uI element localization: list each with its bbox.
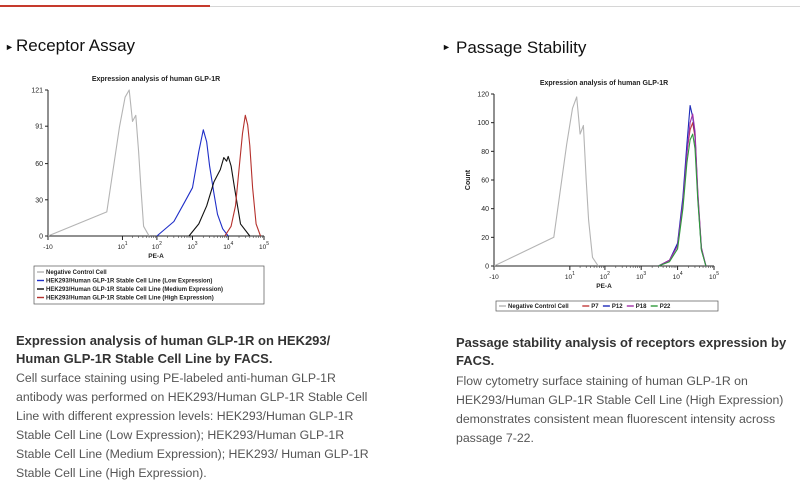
x-tick-label: $10^1$ — [117, 241, 128, 251]
x-tick-label: $10^5$ — [258, 241, 270, 251]
y-tick-label: 60 — [481, 177, 489, 185]
legend-label: Negative Control Cell — [508, 304, 569, 311]
x-tick-label: $10^1$ — [564, 271, 575, 281]
x-tick-label: $10^5$ — [708, 271, 720, 281]
y-tick-label: 80 — [481, 148, 489, 156]
x-tick-exponent: 3 — [643, 271, 647, 277]
series-line — [225, 115, 261, 236]
legend-label: HEK293/Human GLP-1R Stable Cell Line (High Expression) — [46, 295, 214, 302]
y-tick-label: 120 — [477, 91, 489, 99]
x-tick-label: $10^4$ — [223, 241, 234, 251]
y-tick-label: 30 — [35, 197, 43, 205]
passage-stability-chart — [462, 72, 722, 318]
x-axis-label: PE-A — [148, 253, 164, 260]
y-tick-label: 100 — [477, 120, 489, 128]
series-line — [494, 97, 598, 266]
x-tick-exponent: 5 — [716, 271, 720, 277]
y-tick-label: 60 — [35, 161, 43, 169]
x-axis-label: PE-A — [596, 283, 612, 290]
x-tick-label: -10 — [489, 274, 499, 281]
receptor-assay-chart — [30, 72, 270, 312]
x-tick-exponent: 4 — [230, 241, 234, 247]
series-line — [659, 106, 706, 267]
x-tick-exponent: 1 — [572, 271, 575, 277]
x-tick-label: -10 — [43, 244, 53, 251]
passage-stability-description-body: Flow cytometry surface staining of human GLP-1R on HEK293/Human GLP-1R Stable Cell Line (High Expression) demonstrates consistent mean fluorescent intensity across passage 7-22. — [456, 374, 784, 445]
top-accent-bar — [0, 5, 210, 7]
bullet-marker-icon: ► — [442, 42, 451, 52]
y-tick-label: 91 — [35, 123, 43, 131]
x-tick-label: $10^4$ — [672, 271, 683, 281]
receptor-assay-description-body: Cell surface staining using PE-labeled anti-human GLP-1R antibody was performed on HEK293/Human GLP-1R Stable Cell Line with different expression levels: HEK293/Human GLP-1R Stable Cell Line (Low Expression); HEK293/Human GLP-1R Stable Cell Line (Medium Expression); HEK293/ Human GLP-1R Stable Cell Line (High Expression). — [16, 371, 369, 480]
y-tick-label: 121 — [31, 87, 43, 95]
x-tick-exponent: 2 — [159, 241, 162, 247]
y-tick-label: 20 — [481, 234, 489, 242]
legend-label: P18 — [635, 304, 647, 311]
x-tick-exponent: 5 — [266, 241, 270, 247]
series-line — [48, 90, 149, 236]
chart-title: Expression analysis of human GLP-1R — [539, 80, 669, 87]
series-line — [659, 123, 706, 266]
chart-title: Expression analysis of human GLP-1R — [91, 76, 221, 83]
series-line — [189, 156, 250, 236]
section-title-passage-stability: Passage Stability — [456, 38, 587, 57]
y-tick-label: 0 — [39, 233, 43, 241]
receptor-assay-description-title: Expression analysis of human GLP-1R on HEK293/ Human GLP-1R Stable Cell Line by FACS. — [16, 333, 331, 366]
section-title-receptor-assay: Receptor Assay — [16, 36, 136, 55]
x-tick-label: $10^2$ — [599, 271, 610, 281]
x-tick-exponent: 2 — [607, 271, 610, 277]
x-tick-label: $10^3$ — [187, 241, 198, 251]
x-tick-exponent: 1 — [124, 241, 128, 247]
chart-legend — [496, 301, 718, 311]
legend-label: P12 — [611, 304, 623, 311]
y-tick-label: 40 — [481, 206, 489, 214]
series-line — [157, 130, 228, 236]
x-tick-label: $10^2$ — [151, 241, 162, 251]
chart-legend — [34, 266, 264, 304]
x-tick-exponent: 4 — [679, 271, 683, 277]
legend-label: HEK293/Human GLP-1R Stable Cell Line (Medium Expression) — [46, 287, 224, 294]
passage-stability-description-title: Passage stability analysis of receptors expression by FACS. — [456, 335, 787, 368]
legend-label: Negative Control Cell — [46, 270, 107, 277]
legend-label: P7 — [591, 304, 599, 311]
series-line — [659, 114, 706, 266]
legend-label: HEK293/Human GLP-1R Stable Cell Line (Low Expression) — [46, 278, 213, 285]
x-tick-exponent: 3 — [194, 241, 198, 247]
y-tick-label: 0 — [485, 263, 489, 271]
y-axis-label: Count — [465, 169, 472, 191]
legend-label: P22 — [659, 304, 671, 311]
bullet-marker-icon: ► — [5, 42, 14, 52]
x-tick-label: $10^3$ — [636, 271, 647, 281]
